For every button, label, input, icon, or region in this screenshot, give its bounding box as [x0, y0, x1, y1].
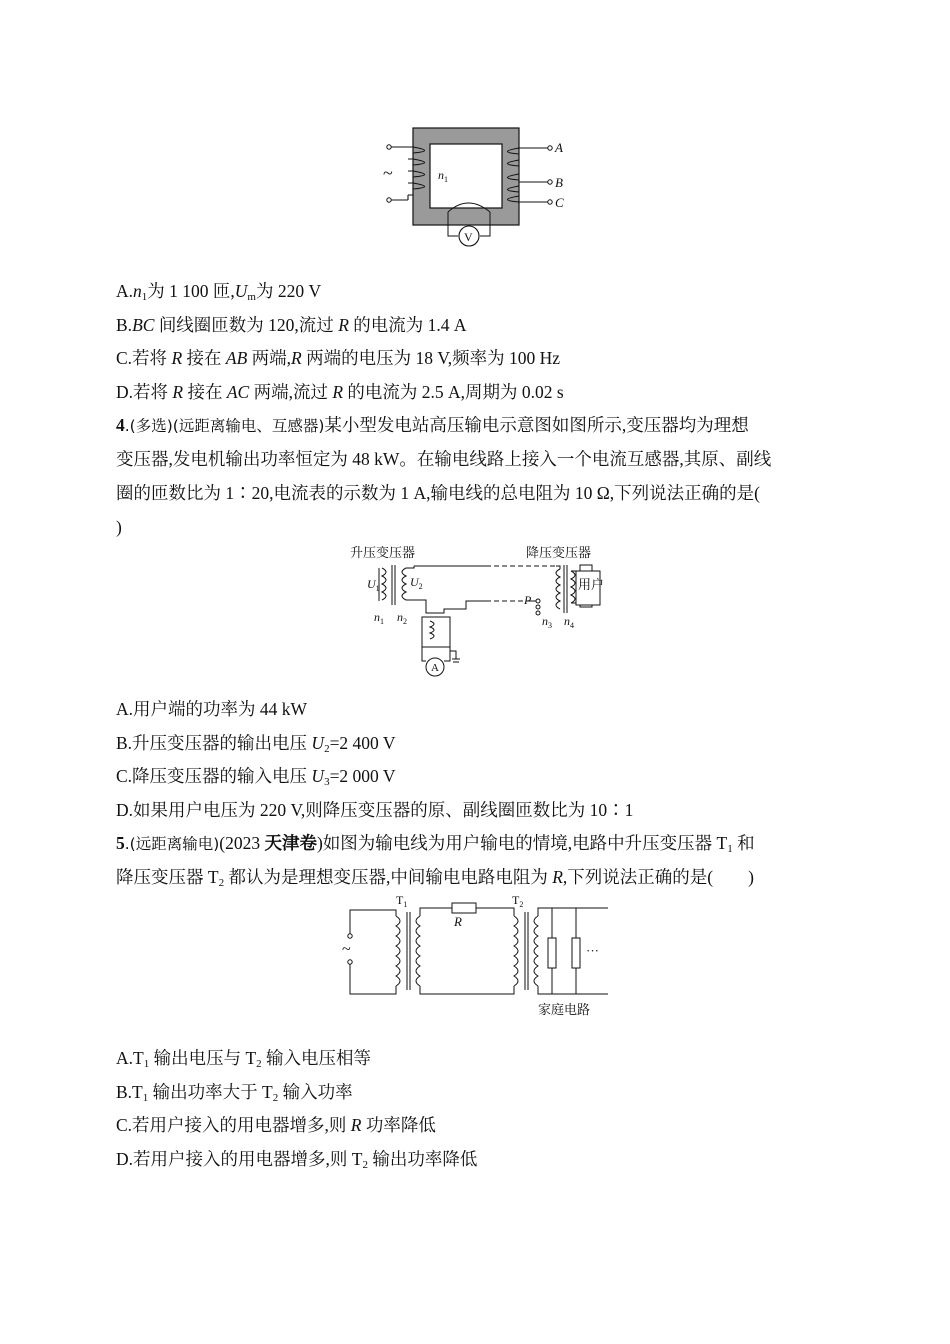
fig2-meter-label: A: [431, 662, 439, 674]
fig2-u1: $U_1$: [367, 577, 380, 593]
fig2-n1: $n_1$: [374, 610, 384, 626]
fig1-n1-label: $n_1$: [438, 168, 448, 184]
fig2-n3: $n_3$: [542, 614, 552, 630]
user-box-label: 用户: [578, 577, 605, 592]
fig1-meter-label: V: [464, 230, 473, 244]
q3-option-d: D.若将 R 接在 AC 两端,流过 R 的电流为 2.5 A,周期为 0.02 s: [116, 382, 564, 402]
q4-option-d: D.如果用户电压为 220 V,则降压变压器的原、副线圈匝数比为 10∶1: [116, 800, 634, 820]
q4-stem-line3: 圈的匝数比为 1∶20,电流表的示数为 1 A,输电线的总电阻为 10 Ω,下列说法正确的是(: [116, 483, 760, 503]
q4-option-b: B.升压变压器的输出电压 $U_2=2$ 400 V: [116, 733, 396, 755]
q3-option-b: B.BC 间线圈匝数为 120,流过 R 的电流为 1.4 A: [116, 315, 467, 335]
resistor-r: [452, 903, 476, 913]
q5-option-c: C.若用户接入的用电器增多,则 R 功率降低: [116, 1115, 436, 1135]
household-circuit-figure: [340, 890, 620, 1022]
q4-stem-line1: 4.(多选)(远距离输电、互感器)某小型发电站高压输电示意图如图所示,变压器均为理想: [116, 415, 749, 435]
fig3-tilde: ~: [342, 941, 351, 958]
fig2-n4: $n_4$: [564, 614, 574, 630]
q4-stem-line2: 变压器,发电机输出功率恒定为 48 kW。在输电线路上接入一个电流互感器,其原、副线: [116, 449, 772, 469]
q3-option-a: $A.n_1$为 1 100 匝$,U_m$为 220 V: [116, 281, 322, 303]
step-up-label: 升压变压器: [350, 545, 416, 560]
step-down-label: 降压变压器: [526, 545, 592, 560]
q5-stem-line1: 5.(远距离输电)(2023 天津卷)如图为输电线为用户输电的情境,电路中升压变压器 $T_1$ 和: [116, 833, 755, 855]
fig1-label-c: C: [555, 195, 564, 210]
q5-option-b: $B.T_1$ 输出功率大于 $T_2$ 输入功率: [116, 1082, 353, 1104]
transmission-figure: [346, 541, 608, 681]
fig3-home-label: 家庭电路: [538, 1002, 591, 1017]
q4-stem-line4: ): [116, 517, 122, 537]
fig3-dots: ···: [586, 943, 599, 958]
load-1: [548, 938, 556, 968]
fig2-n2: $n_2$: [397, 610, 407, 626]
fig3-r-label: R: [454, 914, 462, 929]
fig1-label-b: B: [555, 175, 563, 190]
q5-option-a: $A.T_1$ 输出电压与 $T_2$ 输入电压相等: [116, 1048, 372, 1070]
fig3-t2: $T_2$: [512, 893, 524, 909]
q4-option-c: C.降压变压器的输入电压 $U_3=2$ 000 V: [116, 766, 396, 788]
load-2: [572, 938, 580, 968]
q4-option-a: A.用户端的功率为 44 kW: [116, 699, 308, 719]
fig3-t1: $T_1$: [396, 893, 408, 909]
q5-stem-line2: 降压变压器 $T_2$ 都认为是理想变压器,中间输电电路电阻为 R,下列说法正确的是( ): [116, 867, 754, 889]
fig1-label-a: A: [555, 140, 563, 155]
fig2-u2: $U_2$: [410, 575, 423, 591]
fig1-tilde: ~: [383, 163, 393, 183]
fig2-p: P: [524, 593, 532, 607]
q5-option-d: D.若用户接入的用电器增多,则 $T_2$ 输出功率降低: [116, 1149, 478, 1171]
q3-option-c: C.若将 R 接在 AB 两端,R 两端的电压为 18 V,频率为 100 Hz: [116, 348, 561, 368]
transformer-figure: [378, 124, 578, 252]
